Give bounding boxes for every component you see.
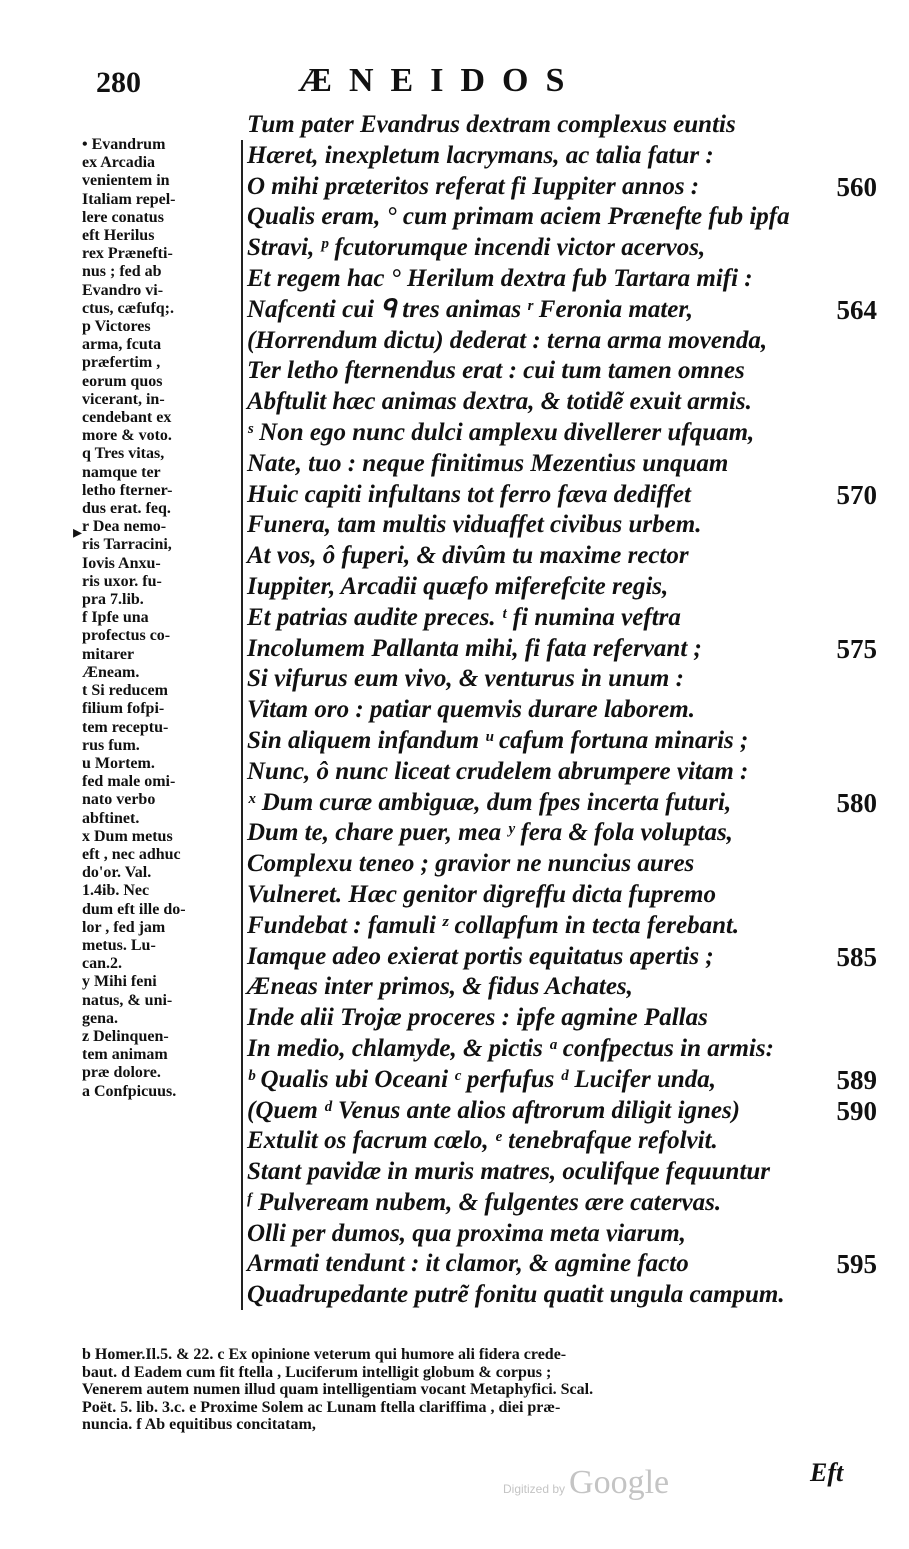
- verse-text: ᵇ Qualis ubi Oceani ᶜ perfufus ᵈ Lucifer unda,: [247, 1065, 717, 1093]
- sidenote-line: Italiam repel-: [82, 190, 176, 208]
- verse-line: [247, 326, 877, 357]
- verse-line: [247, 1157, 877, 1188]
- line-number: 570: [836, 479, 877, 510]
- sidenote-line: eft , nec adhuc: [82, 845, 181, 863]
- sidenote-line: t Si reducem: [82, 682, 168, 700]
- footnote-line: baut. d Eadem cum fit ftella , Luciferum intelligit globum & corpus ;: [82, 1363, 552, 1381]
- verse-line: [247, 418, 877, 449]
- verse-line: [247, 264, 877, 295]
- watermark: [503, 1464, 669, 1502]
- verse-line: [247, 1096, 877, 1127]
- sidenote-line: fed male omi-: [82, 773, 176, 791]
- sidenote-line: tem receptu-: [82, 718, 169, 736]
- sidenote-line: rus fum.: [82, 736, 140, 754]
- verse-line: [247, 1219, 877, 1250]
- running-title: ÆNEIDOS: [298, 62, 582, 99]
- sidenote-line: • Evandrum: [82, 136, 166, 153]
- sidenote-line: præ dolore.: [82, 1064, 161, 1082]
- verse-line: [247, 1003, 877, 1034]
- sidenote-line: metus. Lu-: [82, 936, 156, 954]
- verse-text: Stant pavidæ in muris matres, oculifque fequuntur: [247, 1158, 771, 1186]
- line-number: 590: [836, 1095, 877, 1126]
- verse-line: [247, 141, 877, 172]
- sidenote-line: p Victores: [82, 318, 151, 336]
- verse-text: Vulneret. Hæc genitor digreffu dicta fupremo: [247, 880, 716, 908]
- verse-text: Sin aliquem infandum ᵘ cafum fortuna minaris ;: [247, 726, 749, 754]
- verse-line: [247, 664, 877, 695]
- sidenote-line: abftinet.: [82, 809, 140, 827]
- sidenote-line: ex Arcadia: [82, 154, 156, 172]
- footnote-line: b Homer.Il.5. & 22. c Ex opinione veterum qui humore ali fidera crede-: [82, 1346, 567, 1363]
- sidenote-line: Iovis Anxu-: [82, 554, 161, 572]
- verse-line: [247, 788, 877, 819]
- verse-text: ˣ Dum curæ ambiguæ, dum fpes incerta futuri,: [247, 788, 732, 816]
- line-number: 580: [836, 787, 877, 818]
- sidenote-line: y Mihi feni: [82, 973, 157, 991]
- verse-text: Ter letho fternendus erat : cui tum tamen omnes: [247, 357, 745, 385]
- verse-text: Olli per dumos, qua proxima meta viarum,: [247, 1219, 686, 1247]
- footnotes: [82, 1346, 882, 1434]
- verse-line: [247, 510, 877, 541]
- verse-text: Iuppiter, Arcadii quæfo miferefcite regis,: [247, 572, 669, 600]
- verse-line: [247, 818, 877, 849]
- sidenote-line: dus erat. feq.: [82, 500, 171, 518]
- verse-line: [247, 202, 877, 233]
- line-number: 595: [836, 1249, 877, 1280]
- watermark-logo: Google: [569, 1464, 670, 1501]
- column-divider: [241, 140, 243, 1310]
- sidenote-line: rex Prænefti-: [82, 245, 173, 263]
- verse-line: [247, 449, 877, 480]
- verse-text: Armati tendunt : it clamor, & agmine facto: [247, 1250, 689, 1278]
- verse-text: Inde alii Trojæ proceres : ipfe agmine Pallas: [247, 1004, 708, 1032]
- verse-text: Extulit os facrum cœlo, ᵉ tenebrafque refolvit.: [247, 1127, 718, 1155]
- verse-text: (Horrendum dictu) dederat : terna arma movenda,: [247, 326, 768, 354]
- sidenote-line: r Dea nemo-: [82, 518, 167, 536]
- verse-text: At vos, ô fuperi, & divûm tu maxime rector: [247, 542, 689, 570]
- verse-line: [247, 1280, 877, 1311]
- verse-text: (Quem ᵈ Venus ante alios aftrorum diligit ignes): [247, 1096, 741, 1124]
- sidenote-line: u Mortem.: [82, 754, 155, 772]
- line-number: 589: [836, 1064, 877, 1095]
- sidenote-line: eft Herilus: [82, 227, 155, 245]
- margin-mark-icon: ▸: [73, 522, 83, 542]
- verse-text: Nafcenti cui ᑫ tres animas ʳ Feronia mater,: [247, 295, 693, 323]
- watermark-prefix: Digitized by: [503, 1482, 566, 1496]
- verse-line: [247, 911, 877, 942]
- sidenote-line: namque ter: [82, 463, 161, 481]
- verse-text: In medio, chlamyde, & pictis ᵃ confpectus in armis:: [247, 1034, 774, 1062]
- verse-text: Complexu teneo ; gravior ne nuncius aures: [247, 850, 695, 878]
- line-number: 560: [836, 171, 877, 202]
- verse-line: [247, 480, 877, 511]
- verse-text: O mihi præteritos referat fi Iuppiter annos :: [247, 172, 700, 200]
- verse-text: Et patrias audite preces. ᵗ fi numina veftra: [247, 603, 681, 631]
- verse-line: [247, 757, 877, 788]
- verse-text: Et regem hac ° Herilum dextra fub Tartara mifi :: [247, 264, 753, 292]
- line-number: 585: [836, 941, 877, 972]
- verse-text: ᶠ Pulveream nubem, & fulgentes ære catervas.: [247, 1188, 722, 1216]
- footnote-line: Poët. 5. lib. 3.c. e Proxime Solem ac Lunam ftella clariffima , diei præ-: [82, 1398, 561, 1416]
- sidenote-line: gena.: [82, 1009, 118, 1027]
- verse-line: [247, 972, 877, 1003]
- verse-line: [247, 572, 877, 603]
- line-number: 575: [836, 633, 877, 664]
- sidenote-line: z Delinquen-: [82, 1027, 169, 1045]
- line-number: 564: [836, 294, 877, 325]
- verse-line: [247, 172, 877, 203]
- verse-line: [247, 849, 877, 880]
- verse-text: Iamque adeo exierat portis equitatus apertis ;: [247, 942, 714, 970]
- sidenote-line: vicerant, in-: [82, 390, 165, 408]
- verse-text: ˢ Non ego nunc dulci amplexu divellerer ufquam,: [247, 418, 755, 446]
- verse-line: [247, 110, 877, 141]
- sidenote-line: venientem in: [82, 172, 170, 190]
- sidenote-line: Æneam.: [82, 663, 140, 681]
- sidenote-line: q Tres vitas,: [82, 445, 165, 463]
- sidenote-line: a Confpicuus.: [82, 1082, 177, 1100]
- verse-line: [247, 1188, 877, 1219]
- footnote-line: nuncia. f Ab equitibus concitatam,: [82, 1416, 316, 1433]
- verse-line: [247, 541, 877, 572]
- sidenote-line: tem animam: [82, 1046, 168, 1064]
- sidenote-line: filium fofpi-: [82, 700, 165, 718]
- verse-text: Dum te, chare puer, mea ʸ fera & fola voluptas,: [247, 819, 733, 847]
- verse-text: Vitam oro : patiar quemvis durare laborem.: [247, 696, 695, 724]
- page-header: [0, 58, 909, 108]
- verse-line: [247, 387, 877, 418]
- sidenote-line: mitarer: [82, 645, 135, 663]
- sidenote-line: lor , fed jam: [82, 918, 166, 936]
- verse-text: Nate, tuo : neque finitimus Mezentius unquam: [247, 449, 729, 477]
- verse-text: Incolumem Pallanta mihi, fi fata refervant ;: [247, 634, 702, 662]
- sidenote-line: natus, & uni-: [82, 991, 173, 1009]
- verse-line: [247, 603, 877, 634]
- verse-text: Tum pater Evandrus dextram complexus euntis: [247, 111, 736, 138]
- sidenote-line: cendebant ex: [82, 409, 172, 427]
- verse-text: Huic capiti infultans tot ferro fæva dediffet: [247, 480, 691, 508]
- sidenote-line: f Ipfe una: [82, 609, 149, 627]
- verse-text: Qualis eram, ° cum primam aciem Prænefte fub ipfa: [247, 203, 790, 231]
- sidenote-line: præfertim ,: [82, 354, 161, 372]
- catchword: Eft: [810, 1458, 844, 1487]
- verse-line: [247, 1249, 877, 1280]
- verse-text: Funera, tam multis viduaffet civibus urbem.: [247, 511, 702, 539]
- sidenote-column: [82, 136, 242, 1101]
- verse-line: [247, 295, 877, 326]
- footnote-line: Venerem autem numen illud quam intelligentiam vocant Metaphyfici. Scal.: [82, 1381, 594, 1398]
- sidenote-line: profectus co-: [82, 627, 171, 645]
- verse-line: [247, 1034, 877, 1065]
- sidenote-line: eorum quos: [82, 372, 163, 390]
- page-number: 280: [96, 66, 141, 99]
- sidenote-line: can.2.: [82, 955, 122, 973]
- sidenote-line: ris uxor. fu-: [82, 572, 162, 590]
- verse-line: [247, 356, 877, 387]
- verse-line: [247, 695, 877, 726]
- verse-text: Quadrupedante putrẽ fonitu quatit ungula campum.: [247, 1281, 785, 1309]
- verse-text: Fundebat : famuli ᶻ collapfum in tecta ferebant.: [247, 911, 740, 939]
- verse-line: [247, 942, 877, 973]
- sidenote-line: Evandro vi-: [82, 281, 164, 299]
- verse-line: [247, 1126, 877, 1157]
- verse-text: Si vifurus eum vivo, & venturus in unum :: [247, 665, 684, 693]
- sidenote-line: ctus, cæfufq;.: [82, 299, 174, 317]
- sidenote-line: do'or. Val.: [82, 864, 152, 882]
- verse-text: Æneas inter primos, & fidus Achates,: [247, 973, 633, 1001]
- verse-text: Abftulit hæc animas dextra, & totidẽ exuit armis.: [247, 388, 752, 416]
- sidenote-line: ris Tarracini,: [82, 536, 172, 554]
- verse-column: [247, 110, 877, 1311]
- sidenote-line: pra 7.lib.: [82, 591, 144, 609]
- sidenote-line: x Dum metus: [82, 827, 173, 845]
- sidenote-line: letho fterner-: [82, 481, 173, 499]
- sidenote-line: lere conatus: [82, 208, 164, 226]
- verse-line: [247, 880, 877, 911]
- verse-text: Nunc, ô nunc liceat crudelem abrumpere vitam :: [247, 757, 749, 785]
- verse-line: [247, 726, 877, 757]
- verse-line: [247, 1065, 877, 1096]
- sidenote-line: nus ; fed ab: [82, 263, 162, 281]
- sidenote-line: more & voto.: [82, 427, 172, 445]
- verse-text: Hæret, inexpletum lacrymans, ac talia fatur :: [247, 141, 714, 169]
- sidenote-line: nato verbo: [82, 791, 156, 809]
- sidenote-line: 1.4ib. Nec: [82, 882, 150, 900]
- verse-text: Stravi, ᵖ fcutorumque incendi victor acervos,: [247, 234, 706, 262]
- verse-line: [247, 233, 877, 264]
- verse-line: [247, 634, 877, 665]
- sidenote-line: dum eft ille do-: [82, 900, 186, 918]
- sidenote-line: arma, fcuta: [82, 336, 162, 354]
